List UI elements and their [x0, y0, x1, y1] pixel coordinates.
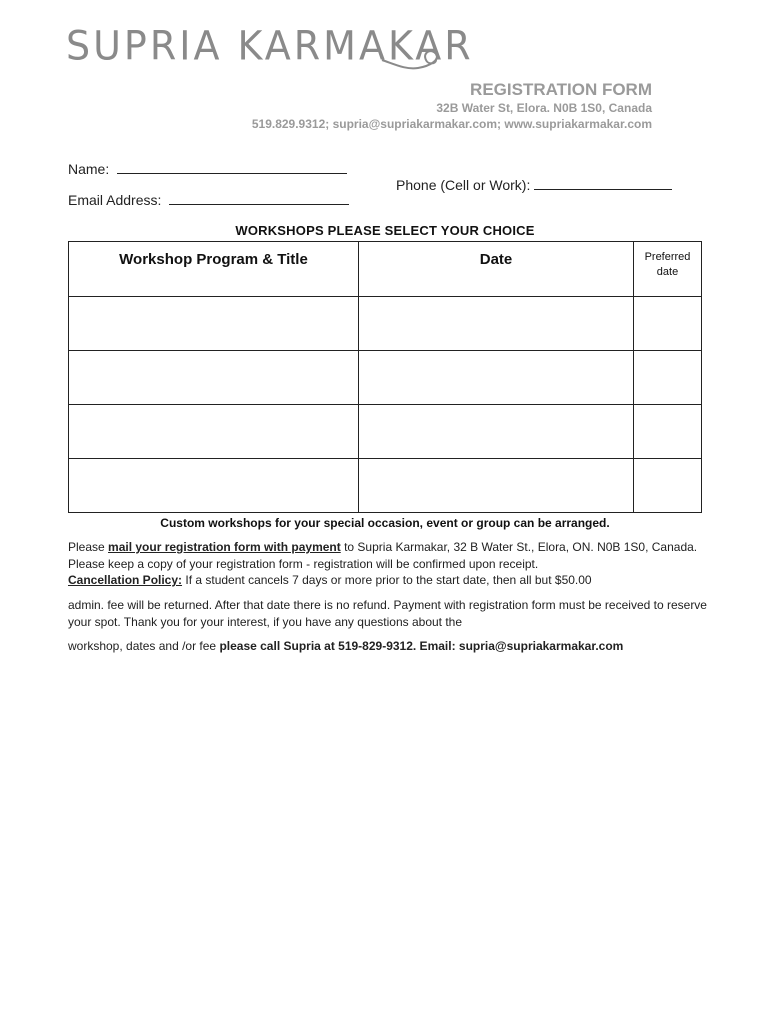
cancellation-text: If a student cancels 7 days or more prior to the start date, then all but $50.00 — [182, 573, 592, 587]
program-cell[interactable] — [69, 297, 359, 351]
date-cell[interactable] — [359, 459, 634, 513]
name-line[interactable] — [117, 161, 347, 174]
date-label: date — [656, 266, 679, 278]
preferred-label: Preferred — [644, 251, 691, 263]
phone-field[interactable] — [396, 177, 672, 193]
logo: SUPRIA KARMAKAR — [66, 22, 474, 70]
email-label: Email Address: — [68, 192, 162, 208]
program-cell[interactable] — [69, 351, 359, 405]
date-cell[interactable] — [359, 297, 634, 351]
name-field[interactable] — [68, 161, 347, 177]
workshops-table — [68, 241, 702, 513]
mail-text-c: to Supria Karmakar, 32 B Water St., Elora, ON. N0B 1S0, Canada. Please keep a copy of your registration form - registration will be confirmed upon receipt. — [68, 540, 698, 571]
col-preferred-header — [634, 242, 702, 297]
email-line[interactable] — [169, 192, 349, 205]
mail-text-b: mail your registration form with payment — [108, 540, 341, 554]
name-label: Name: — [68, 161, 110, 177]
date-cell[interactable] — [359, 351, 634, 405]
phone-label: Phone (Cell or Work): — [396, 177, 531, 193]
table-row — [69, 297, 702, 351]
preferred-cell[interactable] — [634, 297, 702, 351]
contact-info: 519.829.9312; supria@supriakarmakar.com; www.supriakarmakar.com — [251, 117, 652, 131]
program-cell[interactable] — [69, 405, 359, 459]
phone-line[interactable] — [534, 177, 672, 190]
cancellation-label: Cancellation Policy: — [68, 573, 183, 587]
mail-text-a: Please — [68, 540, 109, 554]
refund-paragraph: admin. fee will be returned. After that date there is no refund. Payment with registration form must be received to reserve your spot. Thank you for your interest, if you have any questions about the — [68, 598, 707, 629]
col-date-header: Date — [359, 242, 634, 297]
preferred-cell[interactable] — [634, 351, 702, 405]
contact-paragraph — [68, 638, 708, 655]
email-field[interactable] — [68, 192, 349, 208]
workshops-title: WORKSHOPS PLEASE SELECT YOUR CHOICE — [235, 223, 535, 238]
table-row — [69, 351, 702, 405]
mailing-paragraph — [68, 539, 708, 589]
table-header-row — [69, 242, 702, 297]
form-title: REGISTRATION FORM — [470, 80, 652, 99]
program-cell[interactable] — [69, 459, 359, 513]
contact-text-b: please call Supria at 519-829-9312. Email: supria@supriakarmakar.com — [219, 639, 624, 653]
date-cell[interactable] — [359, 405, 634, 459]
preferred-cell[interactable] — [634, 405, 702, 459]
table-row — [69, 405, 702, 459]
col-program-header: Workshop Program & Title — [69, 242, 359, 297]
table-row — [69, 459, 702, 513]
address: 32B Water St, Elora. N0B 1S0, Canada — [436, 101, 652, 115]
contact-text-a: workshop, dates and /or fee — [68, 639, 220, 653]
logo-swirl-icon — [380, 40, 444, 80]
preferred-cell[interactable] — [634, 459, 702, 513]
custom-workshops-note: Custom workshops for your special occasion, event or group can be arranged. — [160, 516, 610, 530]
